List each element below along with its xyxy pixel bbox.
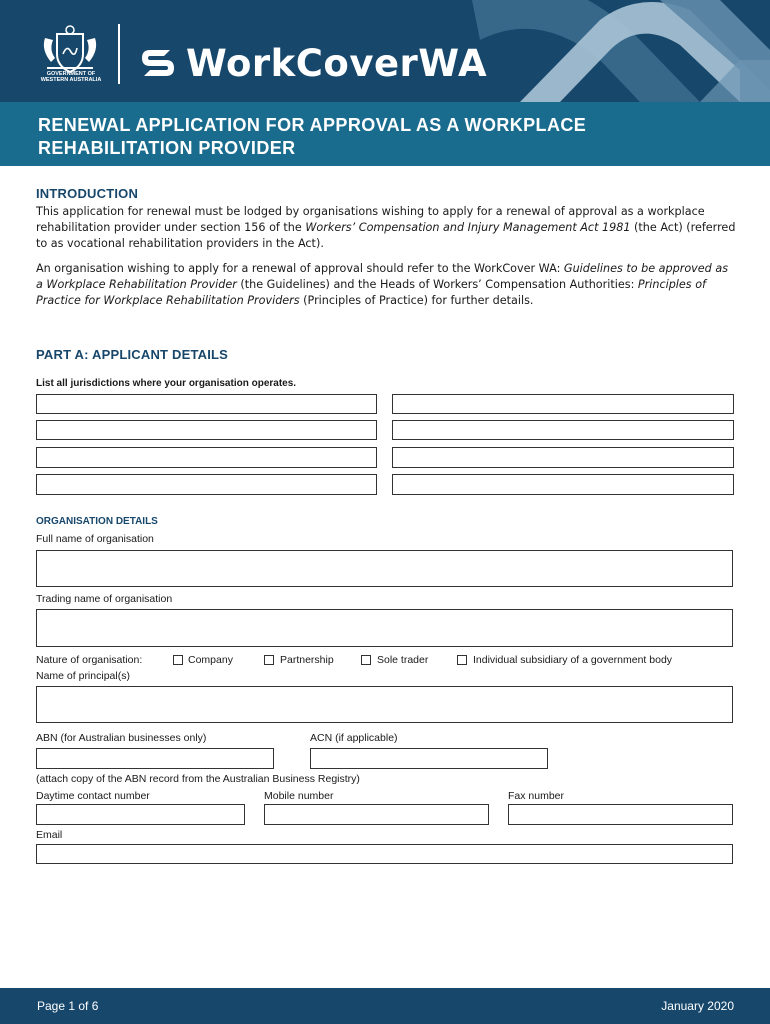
page-title: RENEWAL APPLICATION FOR APPROVAL AS A WORKPLACE REHABILITATION PROVIDER	[38, 115, 587, 158]
intro-p2-text-mid: (the Guidelines) and the Heads of Workers’ Compensation Authorities:	[236, 278, 638, 291]
part-a-heading: PART A: APPLICANT DETAILS	[36, 347, 229, 362]
intro-p2-text: An organisation wishing to apply for a renewal of approval should refer to the WorkCover WA:	[36, 262, 564, 275]
nature-label: Nature of organisation:	[36, 654, 143, 666]
company-label: Company	[188, 654, 233, 666]
introduction-heading: INTRODUCTION	[36, 186, 139, 201]
fax-label: Fax number	[508, 790, 565, 802]
trading-name-label: Trading name of organisation	[36, 593, 173, 605]
jurisdiction-field-1[interactable]	[36, 394, 377, 414]
trading-name-field[interactable]	[36, 609, 733, 647]
email-field[interactable]	[36, 844, 733, 864]
daytime-label: Daytime contact number	[36, 790, 150, 802]
workcover-logo-icon	[136, 42, 180, 86]
page-footer	[0, 988, 770, 1024]
logo-divider	[118, 24, 120, 84]
organisation-details-heading: ORGANISATION DETAILS	[36, 516, 158, 527]
intro-p1-text: This application for renewal must be lodged by organisations wishing to apply for a renewal of approval as a workplace rehabilitation provider under section 156 of the	[36, 205, 705, 234]
principals-field[interactable]	[36, 686, 733, 723]
mobile-field[interactable]	[264, 804, 489, 825]
full-name-field[interactable]	[36, 550, 733, 587]
subsidiary-label: Individual subsidiary of a government body	[473, 654, 673, 666]
jurisdiction-field-2[interactable]	[392, 394, 734, 414]
jurisdiction-field-7[interactable]	[36, 474, 377, 495]
full-name-label: Full name of organisation	[36, 533, 154, 545]
jurisdiction-field-4[interactable]	[392, 420, 734, 440]
title-bar	[0, 102, 770, 166]
crest-caption: GOVERNMENT OF WESTERN AUSTRALIA	[40, 71, 102, 83]
page-number: Page 1 of 6	[37, 999, 99, 1013]
act-title: Workers’ Compensation and Injury Management Act 1981	[305, 221, 631, 234]
abn-label: ABN (for Australian businesses only)	[36, 732, 207, 744]
subsidiary-checkbox[interactable]	[457, 655, 467, 665]
jurisdiction-field-8[interactable]	[392, 474, 734, 495]
jurisdiction-field-3[interactable]	[36, 420, 377, 440]
intro-p2-text-end: (Principles of Practice) for further details.	[299, 294, 534, 307]
sole-trader-checkbox[interactable]	[361, 655, 371, 665]
sole-trader-label: Sole trader	[377, 654, 429, 666]
guidelines-title: Guidelines to be approved as a Workplace Rehabilitation Provider	[36, 262, 729, 291]
jurisdiction-field-6[interactable]	[392, 447, 734, 468]
intro-paragraph-2	[36, 261, 736, 309]
intro-paragraph-1	[36, 204, 736, 252]
principles-title: Principles of Practice for Workplace Rehabilitation Providers	[36, 278, 706, 307]
mobile-label: Mobile number	[264, 790, 334, 802]
fax-field[interactable]	[508, 804, 733, 825]
principals-label: Name of principal(s)	[36, 670, 130, 682]
jurisdictions-label: List all jurisdictions where your organisation operates.	[36, 378, 297, 389]
jurisdiction-field-5[interactable]	[36, 447, 377, 468]
company-checkbox[interactable]	[173, 655, 183, 665]
abn-note: (attach copy of the ABN record from the Australian Business Registry)	[36, 773, 360, 785]
partnership-label: Partnership	[280, 654, 334, 666]
workcover-brand: WorkCoverWA	[186, 42, 488, 85]
intro-p1-text-end: (the Act) (referred to as vocational rehabilitation providers in the Act).	[36, 221, 736, 250]
acn-label: ACN (if applicable)	[310, 732, 398, 744]
acn-field[interactable]	[310, 748, 548, 769]
footer-date: January 2020	[661, 999, 734, 1013]
page-header	[0, 0, 770, 102]
abn-field[interactable]	[36, 748, 274, 769]
daytime-field[interactable]	[36, 804, 245, 825]
partnership-checkbox[interactable]	[264, 655, 274, 665]
email-label: Email	[36, 829, 63, 841]
